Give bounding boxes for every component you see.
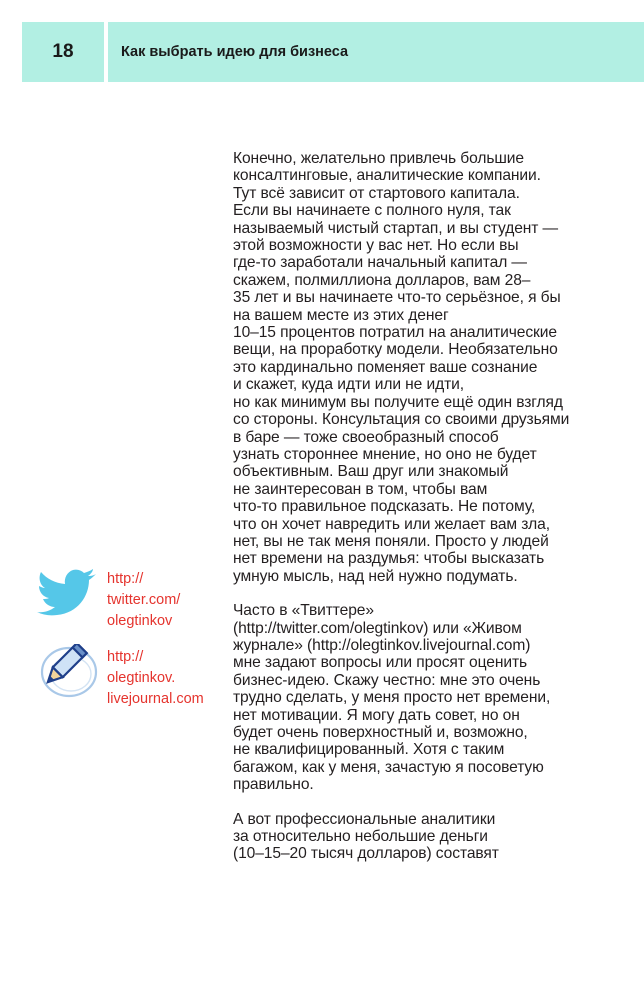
text-line: и скажет, куда идти или не идти, (233, 376, 464, 394)
text-line: за относительно небольшие деньги (233, 828, 488, 846)
text-line: багажом, как у меня, зачастую я посоветую (233, 758, 544, 776)
text-line: вещи, на проработку модели. Необязательно (233, 341, 558, 359)
text-line: не квалифицированный. Хотя с таким (233, 741, 505, 759)
paragraph-gap (233, 585, 633, 602)
page-header (22, 22, 644, 82)
text-line: называемый чистый стартап, и вы студент — (233, 219, 559, 237)
text-line: трудно сделать, у меня просто нет времени, (233, 689, 551, 707)
text-line: мне задают вопросы или просят оценить (233, 654, 528, 672)
main-text (233, 150, 633, 863)
twitter-link-line-3: olegtinkov (107, 613, 173, 629)
livejournal-link-line-1: http:// (107, 649, 144, 665)
text-line: нет времени на раздумья: чтобы высказать (233, 550, 545, 568)
text-line: что-то правильное подсказать. Не потому, (233, 498, 536, 516)
text-line: не заинтересован в том, чтобы вам (233, 480, 488, 498)
text-line: нет, вы не так меня поняли. Просто у людей (233, 532, 549, 550)
text-line: (10–15–20 тысяч долларов) составят (233, 845, 499, 863)
paragraph-gap (233, 794, 633, 811)
text-line: объективным. Ваш друг или знакомый (233, 463, 509, 481)
text-line: где-то заработали начальный капитал — (233, 254, 527, 272)
text-line: нет мотивации. Я могу дать совет, но он (233, 706, 520, 724)
twitter-link-line-2: twitter.com/ (107, 592, 181, 608)
text-line: умную мысль, над ней нужно подумать. (233, 567, 518, 585)
text-line: 35 лет и вы начинаете что-то серьёзное, я бы (233, 289, 561, 307)
text-line: (http://twitter.com/olegtinkov) или «Живом (233, 619, 522, 637)
page-number: 18 (22, 22, 104, 82)
livejournal-link-line-2: olegtinkov. (107, 670, 176, 686)
text-line: Конечно, желательно привлечь большие (233, 150, 524, 167)
text-line: узнать стороннее мнение, но оно не будет (233, 445, 537, 463)
livejournal-pencil-icon (38, 644, 98, 700)
text-line: 10–15 процентов потратил на аналитические (233, 324, 557, 342)
text-line: бизнес-идею. Скажу честно: мне это очень (233, 671, 541, 689)
text-line: это кардинально поменяет ваше сознание (233, 358, 538, 376)
text-line: Тут всё зависит от стартового капитала. (233, 184, 520, 202)
livejournal-link-line-3: livejournal.com (107, 691, 204, 707)
text-line: будет очень поверхностный и, возможно, (233, 724, 528, 741)
chapter-title: Как выбрать идею для бизнеса (108, 22, 644, 82)
text-line: А вот профессиональные аналитики (233, 810, 496, 828)
text-line: скажем, полмиллиона долларов, вам 28– (233, 271, 531, 289)
twitter-link[interactable] (107, 569, 180, 632)
text-line: консалтинговые, аналитические компании. (233, 167, 541, 185)
text-line: Часто в «Твиттере» (233, 602, 374, 620)
text-line: Если вы начинаете с полного нуля, так (233, 202, 511, 220)
text-line: на вашем месте из этих денег (233, 306, 449, 324)
text-line: что он хочет навредить или желает вам зла, (233, 515, 550, 533)
text-line: журнале» (http://olegtinkov.livejournal.com) (233, 636, 531, 654)
text-line: но как минимум вы получите ещё один взгляд (233, 393, 563, 411)
text-line: этой возможности у вас нет. Но если вы (233, 237, 519, 255)
twitter-link-line-1: http:// (107, 571, 144, 587)
twitter-bird-icon (36, 568, 98, 616)
text-line: со стороны. Консультация со своими друзьями (233, 411, 570, 429)
text-line: правильно. (233, 776, 314, 794)
text-line: в баре — тоже своеобразный способ (233, 428, 499, 446)
livejournal-link[interactable] (107, 647, 204, 710)
